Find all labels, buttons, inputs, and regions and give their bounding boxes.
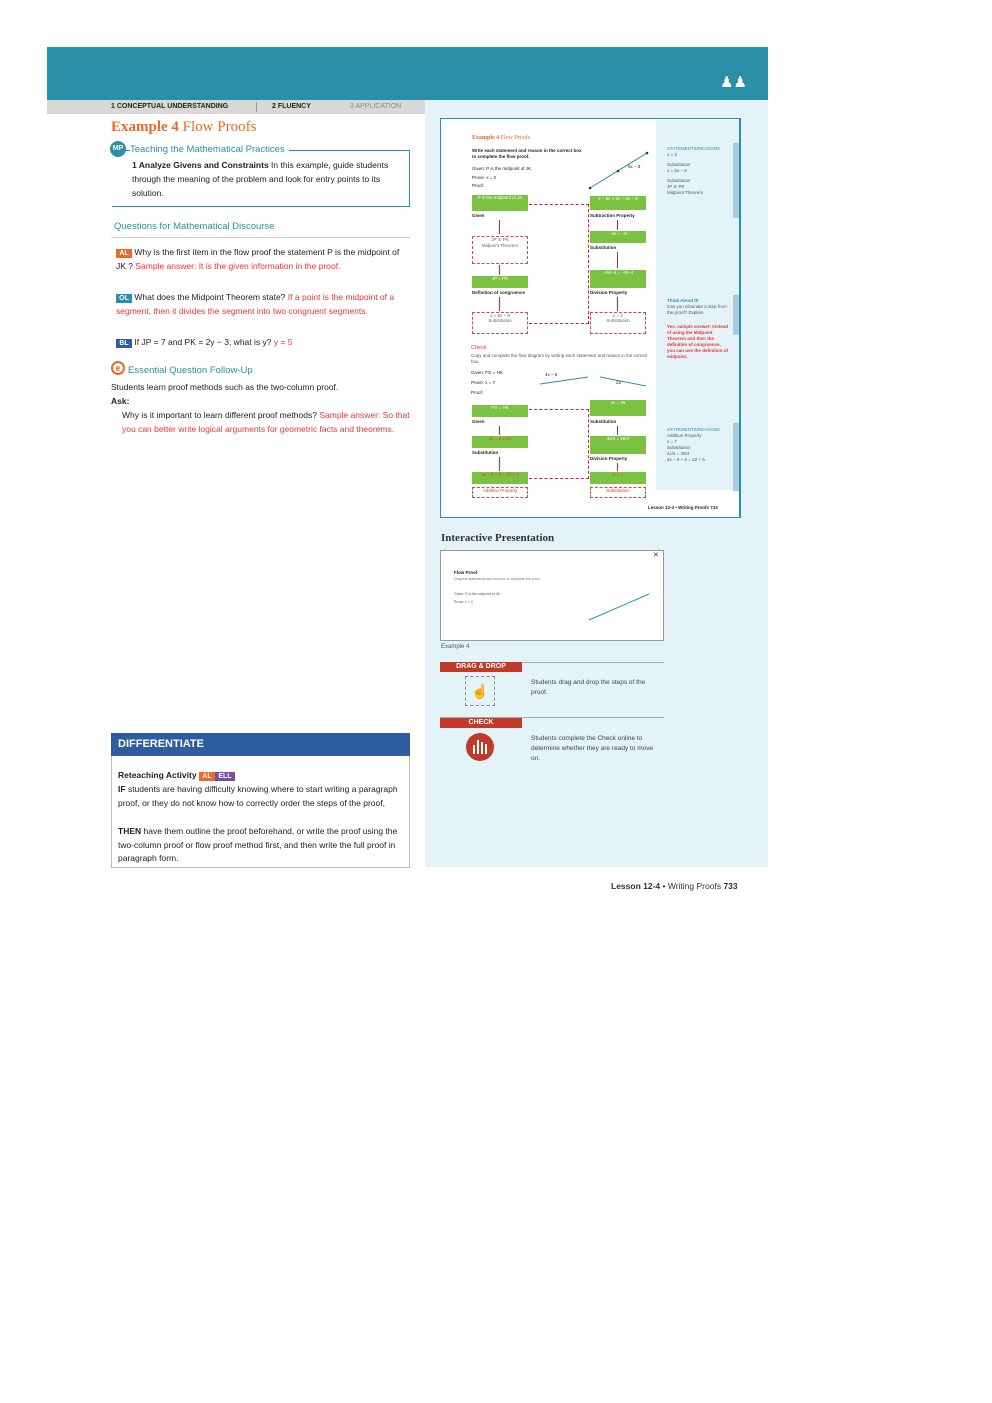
tab-conceptual[interactable]: 1 CONCEPTUAL UNDERSTANDING bbox=[111, 103, 229, 110]
reteaching-heading bbox=[118, 768, 235, 782]
think-question: Can you eliminate a step from the proof? Explain. bbox=[667, 304, 727, 315]
sidebar-line: x = 7 bbox=[667, 439, 677, 444]
sidebar-line: Midpoint Theorem bbox=[667, 190, 704, 195]
header-bar bbox=[47, 47, 768, 100]
question-bl bbox=[116, 335, 410, 349]
then-label: THEN bbox=[118, 826, 142, 836]
sidebar-line: x = 5x − 8 bbox=[667, 168, 687, 173]
sidebar-line: Substitution bbox=[667, 162, 691, 167]
drag-drop-icon[interactable]: ☝ bbox=[465, 676, 495, 706]
bl-badge: BL bbox=[116, 339, 132, 348]
frame-sub: Drag the statements and reasons to complete the proof. bbox=[454, 577, 541, 581]
flow-reason: Substitution bbox=[590, 245, 617, 250]
flow-box-dashed bbox=[590, 312, 646, 334]
example-heading bbox=[111, 119, 256, 136]
inner-instructions: Write each statement and reason in the correct box to complete the flow proof. bbox=[472, 148, 582, 159]
mp-heading: Teaching the Mathematical Practices bbox=[130, 144, 289, 155]
flow-arrow bbox=[617, 220, 618, 230]
page-footer: Lesson 12-4 • Writing Proofs 733 bbox=[611, 881, 738, 891]
segment-jk-diagram bbox=[585, 148, 655, 193]
inner-given: Given: P is the midpoint of JK. bbox=[472, 166, 533, 171]
if-label: IF bbox=[118, 784, 126, 794]
check-text: Copy and complete the flow diagram by writing each statement and reason in the correct box. bbox=[471, 353, 648, 364]
flow-reason: Midpoint Theorem bbox=[481, 243, 519, 248]
inner-prove: Prove: x = 2 bbox=[472, 175, 497, 180]
sidebar-stripe bbox=[733, 295, 739, 335]
check-text: Students complete the Check online to determine whether they are ready to move on. bbox=[531, 735, 654, 762]
flow-box-dashed: Addition Property bbox=[472, 487, 528, 498]
flow-box: x = 7 bbox=[590, 472, 646, 484]
check-seg-label: 4x − 6 bbox=[545, 372, 558, 377]
drag-drop-text: Students drag and drop the steps of the proof. bbox=[531, 679, 646, 696]
sidebar-heading: STATEMENTS/REASONS bbox=[667, 146, 720, 151]
tab-fluency[interactable]: 2 FLUENCY bbox=[272, 103, 311, 110]
inner-example-heading bbox=[472, 135, 530, 141]
check-seg-label: 22 bbox=[616, 380, 622, 385]
example-number: Example 4 bbox=[111, 119, 179, 135]
frame-segment-diagram bbox=[585, 588, 655, 624]
questions-rule bbox=[111, 237, 410, 238]
eq-answer: Sample answer: So that you can better write logical arguments for geometric facts and theorems. bbox=[122, 410, 410, 434]
think-heading: Think About It! bbox=[667, 298, 699, 303]
flow-arrow bbox=[499, 297, 500, 311]
mp-body: In this example, guide students through the meaning of the problem and look for entry points to its solution. bbox=[132, 160, 389, 198]
check-prove: Prove: x = 7 bbox=[471, 380, 496, 385]
check-chart-icon[interactable] bbox=[466, 733, 494, 761]
if-text bbox=[118, 783, 406, 810]
questions-heading: Questions for Mathematical Discourse bbox=[114, 221, 275, 232]
flow-box: −4x = −8 bbox=[590, 231, 646, 243]
sidebar-line: 4x/4 = 28/4 bbox=[667, 451, 690, 456]
flow-arrow bbox=[617, 463, 618, 471]
flow-connector bbox=[529, 204, 589, 324]
check-heading: Check bbox=[471, 345, 487, 351]
flow-reason: Substitution bbox=[488, 318, 512, 323]
flow-reason: Division Property bbox=[590, 290, 628, 295]
sidebar-line: 4x − 6 + 6 = 22 + 6 bbox=[667, 457, 705, 462]
if-body: students are having difficulty knowing where to start writing a paragraph proof, or they do not know how to correctly order the steps of the proof, bbox=[118, 784, 398, 808]
sidebar-line: JP ≅ PK bbox=[667, 184, 685, 189]
flow-arrow bbox=[617, 297, 618, 311]
question-text: Why is the first item in the flow proof the statement P is the midpoint of JK ? bbox=[116, 247, 400, 271]
eq-question bbox=[122, 408, 410, 436]
flow-arrow bbox=[499, 457, 500, 471]
inner-footer: Lesson 12-4 • Writing Proofs 733 bbox=[648, 505, 718, 510]
flow-arrow bbox=[499, 220, 500, 234]
then-text bbox=[118, 825, 406, 866]
eq-question-text: Why is it important to learn different proof methods? bbox=[122, 410, 317, 420]
essential-question-icon: e bbox=[111, 361, 125, 375]
eq-ask: Ask: bbox=[111, 396, 130, 406]
example-title: Flow Proofs bbox=[182, 119, 257, 135]
drag-drop-tag: DRAG & DROP bbox=[440, 662, 522, 672]
inner-proof: Proof: bbox=[472, 183, 485, 188]
eq-heading: Essential Question Follow-Up bbox=[128, 365, 253, 376]
sidebar-stripe bbox=[733, 143, 739, 218]
flow-box: 4x − 6 + 6 = 22 + 6 bbox=[472, 472, 528, 484]
mp-icon: MP bbox=[110, 141, 126, 157]
check-proof: Proof: bbox=[471, 390, 484, 395]
frame-title: Flow Proof bbox=[454, 570, 478, 575]
flow-reason: Definition of congruence bbox=[472, 290, 526, 295]
flow-box: JP = PK bbox=[472, 276, 528, 288]
flow-reason: Substitution bbox=[472, 450, 499, 455]
sidebar-heading: STATEMENTS/REASONS bbox=[667, 427, 720, 432]
question-text: If JP = 7 and PK = 2y − 3, what is y? bbox=[134, 337, 272, 347]
sidebar-line: Substitution bbox=[667, 445, 691, 450]
think-answer: Yes, sample answer: Instead of using the Midpoint Theorem and then the definition of congruence, you can use the definition of midpoint. bbox=[667, 324, 729, 359]
inner-example-num: Example 4 bbox=[472, 135, 500, 141]
flow-arrow bbox=[617, 426, 618, 435]
flow-arrow bbox=[617, 252, 618, 268]
sidebar-line: x = 2 bbox=[667, 152, 677, 157]
mp-text bbox=[132, 158, 402, 200]
question-al bbox=[116, 245, 410, 273]
mp-bold: 1 Analyze Givens and Constraints bbox=[132, 160, 269, 170]
answer-text: If a point is the midpoint of a segment, then it divides the segment into two congruent segments. bbox=[116, 292, 395, 316]
differentiate-bar: DIFFERENTIATE bbox=[111, 733, 410, 756]
flow-statement: JP ≅ PK bbox=[491, 237, 509, 242]
flow-arrow bbox=[499, 426, 500, 435]
sidebar-line: Addition Property bbox=[667, 433, 702, 438]
footer-title: Writing Proofs bbox=[667, 881, 722, 891]
answer-text: Sample answer: It is the given information in the proof. bbox=[135, 261, 341, 271]
ol-badge: OL bbox=[116, 294, 132, 303]
tab-application[interactable]: 3 APPLICATION bbox=[350, 103, 402, 110]
flow-reason: Given bbox=[472, 419, 485, 424]
flow-box: −4x/−4 = −8/−4 bbox=[590, 270, 646, 288]
footer-lesson: Lesson 12-4 bbox=[611, 881, 661, 891]
flow-box: 4x − 6 = 22 bbox=[472, 436, 528, 448]
flow-reason: Substitution bbox=[606, 318, 630, 323]
preview-caption: Example 4 bbox=[441, 644, 470, 650]
reteaching-label: Reteaching Activity bbox=[118, 770, 197, 780]
then-body: have them outline the proof beforehand, or write the proof using the two-column proof or flow proof method first, and then write the full proof in paragraph form. bbox=[118, 826, 398, 863]
inner-sidebar-check bbox=[667, 427, 729, 463]
tab-divider bbox=[256, 102, 257, 112]
flow-connector bbox=[529, 409, 589, 479]
question-text: What does the Midpoint Theorem state? bbox=[134, 292, 286, 302]
inner-example-title: Flow Proofs bbox=[500, 135, 531, 141]
flow-box: FG = HK bbox=[472, 405, 528, 417]
flow-box: P is the midpoint of JK bbox=[472, 195, 528, 211]
practice-tabs bbox=[47, 100, 425, 114]
frame-given: Given: P is the midpoint of JK. bbox=[454, 592, 501, 596]
flow-box-dashed bbox=[472, 236, 528, 264]
close-icon[interactable]: ✕ bbox=[653, 552, 659, 559]
flow-box: 4x = 28 bbox=[590, 400, 646, 416]
flow-box-dashed: Substitution bbox=[590, 487, 646, 498]
ell-badge: ELL bbox=[215, 772, 235, 781]
question-ol bbox=[116, 290, 410, 318]
people-icon: ♟♟ bbox=[720, 74, 747, 91]
flow-reason: Substitution bbox=[590, 419, 617, 424]
sidebar-stripe bbox=[733, 423, 739, 491]
flow-statement: x = 5x − 8 bbox=[490, 313, 510, 318]
flow-reason: Subtraction Property bbox=[590, 213, 635, 218]
flow-reason: Given bbox=[472, 213, 485, 218]
segment-label: 5x − 8 bbox=[628, 164, 641, 169]
sidebar-line: Substitution bbox=[667, 178, 691, 183]
think-about-it bbox=[667, 298, 729, 360]
answer-text: y = 5 bbox=[273, 337, 293, 347]
flow-box: x − 5x = 5x − 5x − 8 bbox=[590, 196, 646, 210]
interactive-title: Interactive Presentation bbox=[441, 532, 555, 544]
check-given: Given: FG = HK bbox=[471, 370, 503, 375]
frame-prove: Prove: x = 2 bbox=[454, 600, 473, 604]
page-number: 733 bbox=[723, 881, 738, 891]
al-badge: AL bbox=[116, 249, 132, 258]
flow-reason: Division Property bbox=[590, 456, 628, 461]
eq-text: Students learn proof methods such as the two-column proof. bbox=[111, 382, 339, 392]
flow-statement: x = 2 bbox=[613, 313, 623, 318]
check-tag: CHECK bbox=[440, 718, 522, 728]
inner-sidebar-answers bbox=[667, 146, 729, 196]
flow-box: 4x/4 = 28/4 bbox=[590, 436, 646, 454]
flow-box-dashed bbox=[472, 312, 528, 334]
flow-arrow bbox=[499, 265, 500, 275]
al-badge: AL bbox=[199, 772, 215, 781]
